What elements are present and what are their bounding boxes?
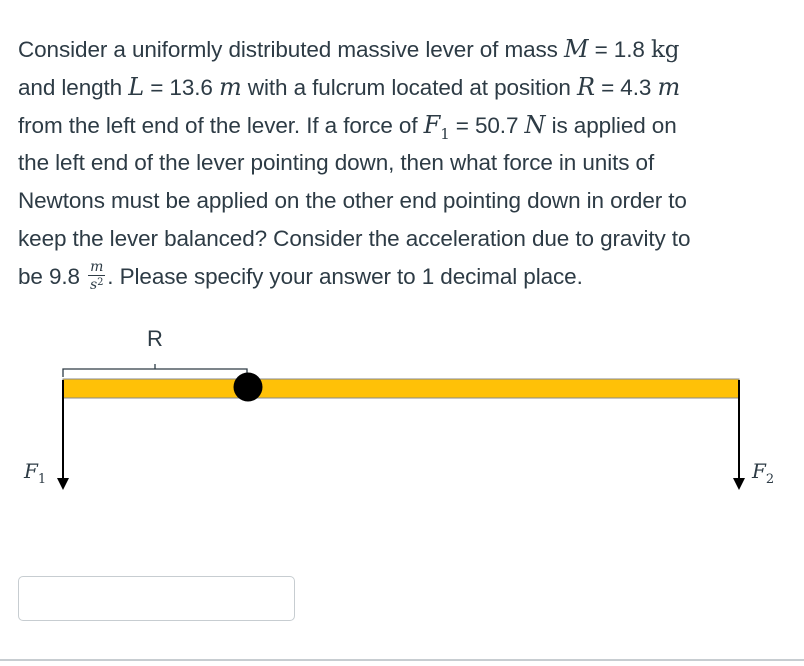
fulcrum-value: = 4.3	[594, 75, 658, 100]
length-unit: m	[218, 73, 242, 101]
question-text-segment: and length	[18, 75, 129, 100]
question-line-3	[18, 106, 790, 144]
force-unit: N	[524, 111, 546, 139]
f1-arrowhead-icon	[57, 478, 69, 490]
question-text-segment: from the left end of the lever. If a force of	[18, 113, 424, 138]
question-line-6: keep the lever balanced? Consider the acceleration due to gravity to	[18, 226, 691, 251]
mass-variable: M	[563, 35, 589, 63]
question-text-segment: is applied on	[545, 113, 677, 138]
gravity-unit-fraction	[88, 260, 105, 292]
f2-label-sub: 2	[765, 472, 775, 487]
fraction-denominator	[88, 276, 105, 292]
mass-unit: kg	[650, 37, 680, 63]
fraction-numerator: m	[90, 259, 104, 276]
fulcrum-variable: R	[576, 73, 595, 101]
question-line-2	[18, 68, 790, 106]
f1-label-sub: 1	[37, 472, 47, 487]
length-variable: L	[128, 73, 145, 101]
f1-label-var: F	[24, 459, 38, 483]
r-label: R	[147, 326, 163, 351]
force-subscript: 1	[440, 125, 450, 143]
question-line-4: the left end of the lever pointing down, then what force in units of	[18, 150, 655, 175]
f1-label	[23, 459, 46, 487]
bottom-divider	[0, 659, 804, 661]
lever-bar	[63, 379, 739, 398]
question-line-5: Newtons must be applied on the other end pointing down in order to	[18, 188, 687, 213]
question-text-segment: with a fulcrum located at position	[241, 75, 577, 100]
length-value: = 13.6	[144, 75, 219, 100]
force-value: = 50.7	[449, 113, 525, 138]
f2-label	[751, 459, 774, 487]
fulcrum	[234, 373, 263, 402]
f2-label-var: F	[752, 459, 766, 483]
f2-arrowhead-icon	[733, 478, 745, 490]
question-line-1	[18, 30, 790, 68]
r-dimension-bracket	[63, 369, 247, 377]
force-variable: F	[423, 111, 441, 139]
question-text	[18, 30, 790, 296]
fraction-denominator-exponent: 2	[97, 277, 104, 289]
question-line-7	[18, 258, 790, 296]
fulcrum-unit: m	[657, 73, 681, 101]
mass-value: = 1.8	[588, 37, 651, 62]
answer-input[interactable]	[18, 576, 295, 621]
question-text-segment: . Please specify your answer to 1 decimal place.	[107, 264, 583, 289]
lever-diagram	[0, 300, 804, 520]
question-text-segment: Consider a uniformly distributed massive lever of mass	[18, 37, 564, 62]
fraction-denominator-base: s	[90, 277, 98, 294]
question-text-segment: be 9.8	[18, 264, 87, 289]
